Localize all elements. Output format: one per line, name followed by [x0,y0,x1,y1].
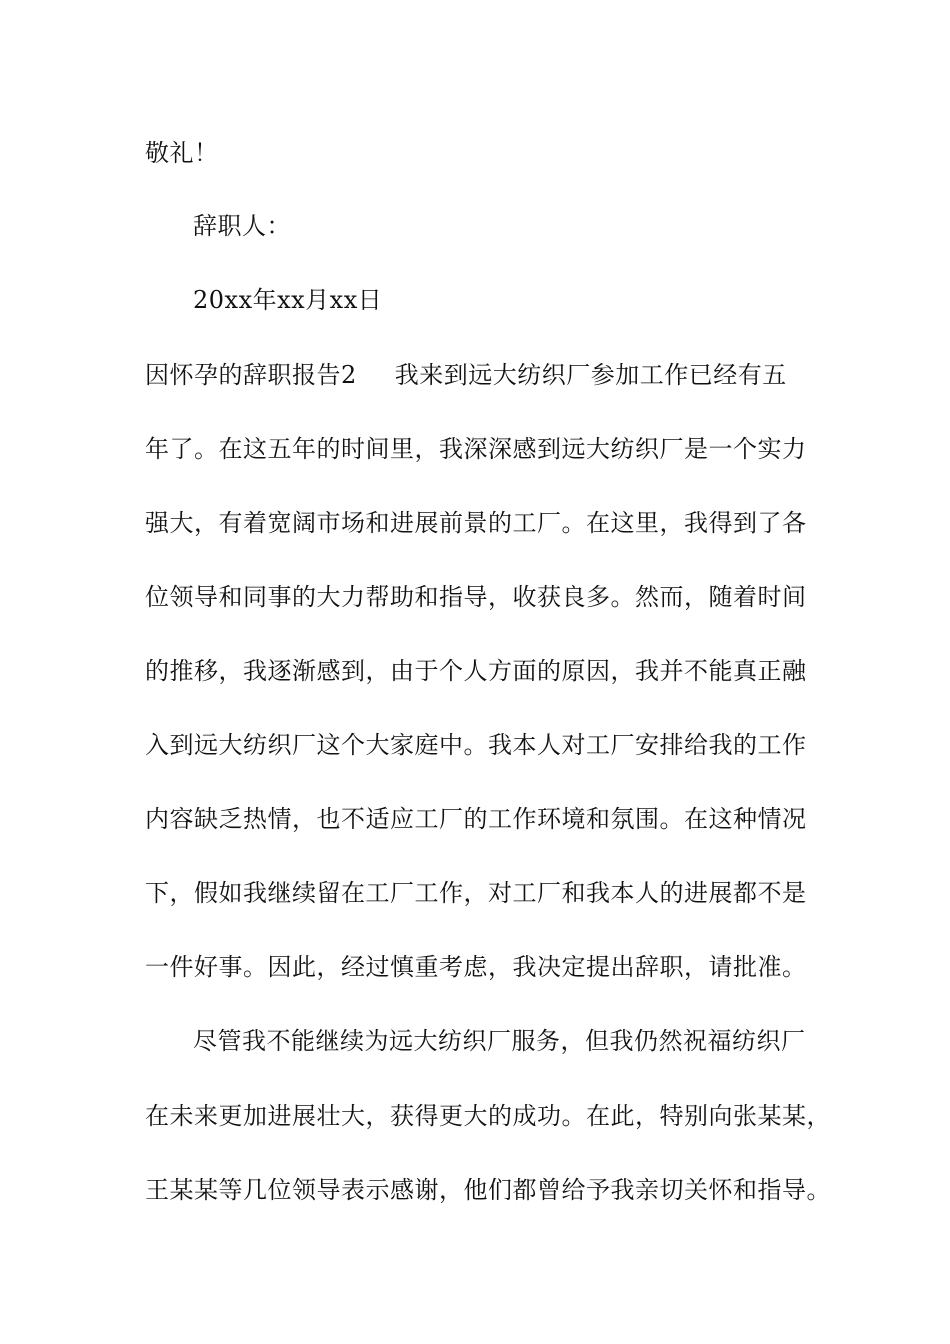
paragraph-line: 强大，有着宽阔市场和进展前景的工厂。在这里，我得到了各 [145,509,807,537]
paragraph-line: 入到远大纺织厂这个大家庭中。我本人对工厂安排给我的工作 [145,731,807,759]
paragraph-line: 内容缺乏热情，也不适应工厂的工作环境和氛围。在这种情况 [145,805,807,833]
paragraph-line: 年了。在这五年的时间里，我深深感到远大纺织厂是一个实力 [145,435,807,463]
paragraph-line: 下，假如我继续留在工厂工作，对工厂和我本人的进展都不是 [145,879,807,907]
paragraph-line: 一件好事。因此，经过慎重考虑，我决定提出辞职，请批准。 [145,953,807,981]
section-heading-line [145,360,787,390]
date-line: 20xx年xx月xx日 [193,286,383,314]
paragraph-line: 我来到远大纺织厂参加工作已经有五 [394,361,787,389]
signer-label: 辞职人： [193,212,291,240]
paragraph-line: 尽管我不能继续为远大纺织厂服务，但我仍然祝福纺织厂 [193,1027,806,1055]
closing-salutation: 敬礼！ [145,139,219,167]
section-title: 因怀孕的辞职报告2 [145,361,357,389]
paragraph-line: 位领导和同事的大力帮助和指导，收获良多。然而，随着时间 [145,583,807,611]
paragraph-line: 王某某等几位领导表示感谢，他们都曾给予我亲切关怀和指导。 [145,1176,831,1204]
paragraph-line: 的推移，我逐渐感到，由于个人方面的原因，我并不能真正融 [145,657,807,685]
paragraph-line: 在未来更加进展壮大，获得更大的成功。在此，特别向张某某， [145,1102,831,1130]
